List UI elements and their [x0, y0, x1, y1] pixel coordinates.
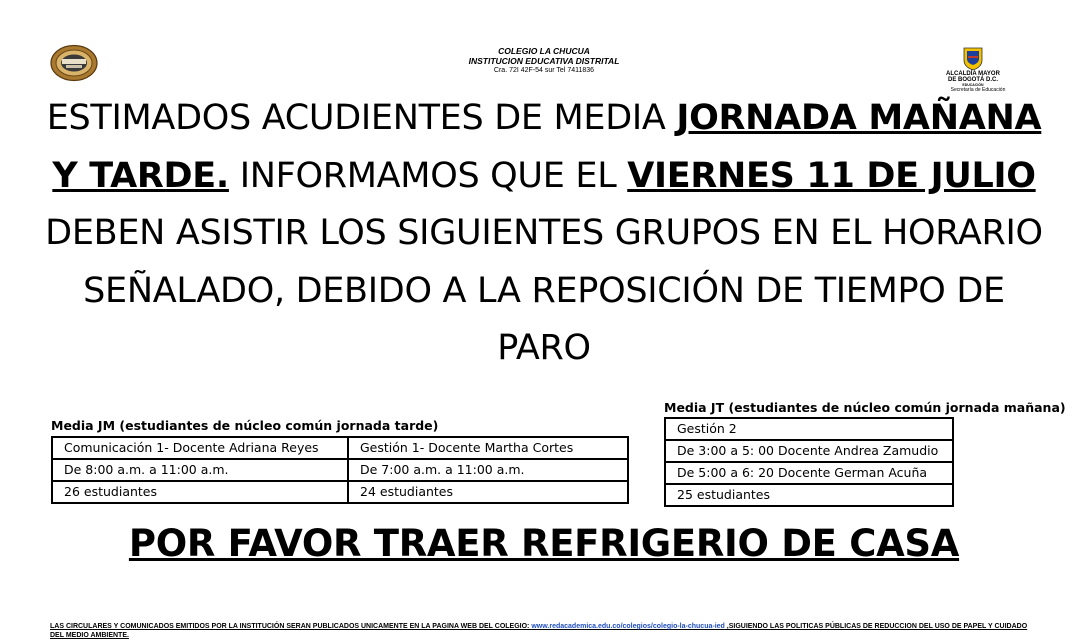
table-row	[665, 418, 953, 440]
table-row	[52, 481, 628, 503]
table-row	[52, 437, 628, 459]
logo-line-4: Secretaría de Educación	[950, 87, 1006, 92]
table-row	[665, 462, 953, 484]
table-cell: 24 estudiantes	[348, 481, 628, 503]
table-cell: De 3:00 a 5: 00 Docente Andrea Zamudio	[665, 440, 953, 462]
school-website-link[interactable]: www.redacademica.edu.co/colegios/colegio-la-chucua-ied	[531, 623, 725, 630]
table-cell: De 8:00 a.m. a 11:00 a.m.	[52, 459, 348, 481]
footer-notice	[50, 623, 1040, 640]
table-cell: Comunicación 1- Docente Adriana Reyes	[52, 437, 348, 459]
message-bold-1: JORNADA MAÑANA Y TARDE.	[52, 98, 1042, 196]
table-cell: De 5:00 a 6: 20 Docente German Acuña	[665, 462, 953, 484]
closing-notice: POR FAVOR TRAER REFRIGERIO DE CASA	[128, 522, 960, 565]
footer-text-after: ,SIGUIENDO LAS POLITICAS PÚBLICAS DE REDUCCION DEL USO DE PAPEL Y CUIDADO DEL MEDIO AMBIENTE.	[50, 623, 1028, 639]
jt-table-caption: Media JT (estudiantes de núcleo común jornada mañana)	[664, 400, 1066, 415]
school-header	[394, 46, 694, 76]
table-row	[665, 484, 953, 506]
message-part-1: ESTIMADOS ACUDIENTES DE MEDIA	[46, 98, 677, 138]
logo-line-2: DE BOGOTÁ D.C.	[947, 77, 999, 83]
jt-schedule-table	[664, 417, 954, 507]
table-cell: 25 estudiantes	[665, 484, 953, 506]
message-part-2: INFORMAMOS QUE EL	[228, 155, 628, 196]
table-row	[665, 440, 953, 462]
logo-line-1: ALCALDÍA MAYOR	[946, 71, 1000, 77]
main-message	[40, 90, 1048, 378]
school-name: COLEGIO LA CHUCUA	[498, 46, 590, 56]
table-cell: De 7:00 a.m. a 11:00 a.m.	[348, 459, 628, 481]
table-cell: Gestión 2	[665, 418, 953, 440]
table-row	[52, 459, 628, 481]
jm-table-caption: Media JM (estudiantes de núcleo común jornada tarde)	[51, 418, 439, 433]
table-cell: 26 estudiantes	[52, 481, 348, 503]
logo-line-3: EDUCACIÓN	[962, 83, 984, 87]
jm-schedule-table	[51, 436, 629, 504]
school-crest-icon	[50, 44, 98, 82]
bogota-coat-of-arms-icon	[934, 46, 1022, 92]
message-part-3: DEBEN ASISTIR LOS SIGUIENTES GRUPOS EN EL HORARIO SEÑALADO, DEBIDO A LA REPOSICIÓN DE TIEMPO DE PARO	[45, 213, 1043, 368]
message-bold-2: VIERNES 11 DE JULIO	[627, 155, 1036, 196]
footer-text-before: LAS CIRCULARES Y COMUNICADOS EMITIDOS POR LA INSTITUCIÓN SERAN PUBLICADOS UNICAMENTE EN LA PAGINA WEB DEL COLEGIO:	[50, 623, 532, 630]
table-cell: Gestión 1- Docente Martha Cortes	[348, 437, 628, 459]
school-address: Cra. 72I 42F-54 sur Tel 7411836	[493, 67, 595, 74]
school-type: INSTITUCION EDUCATIVA DISTRITAL	[468, 56, 620, 66]
